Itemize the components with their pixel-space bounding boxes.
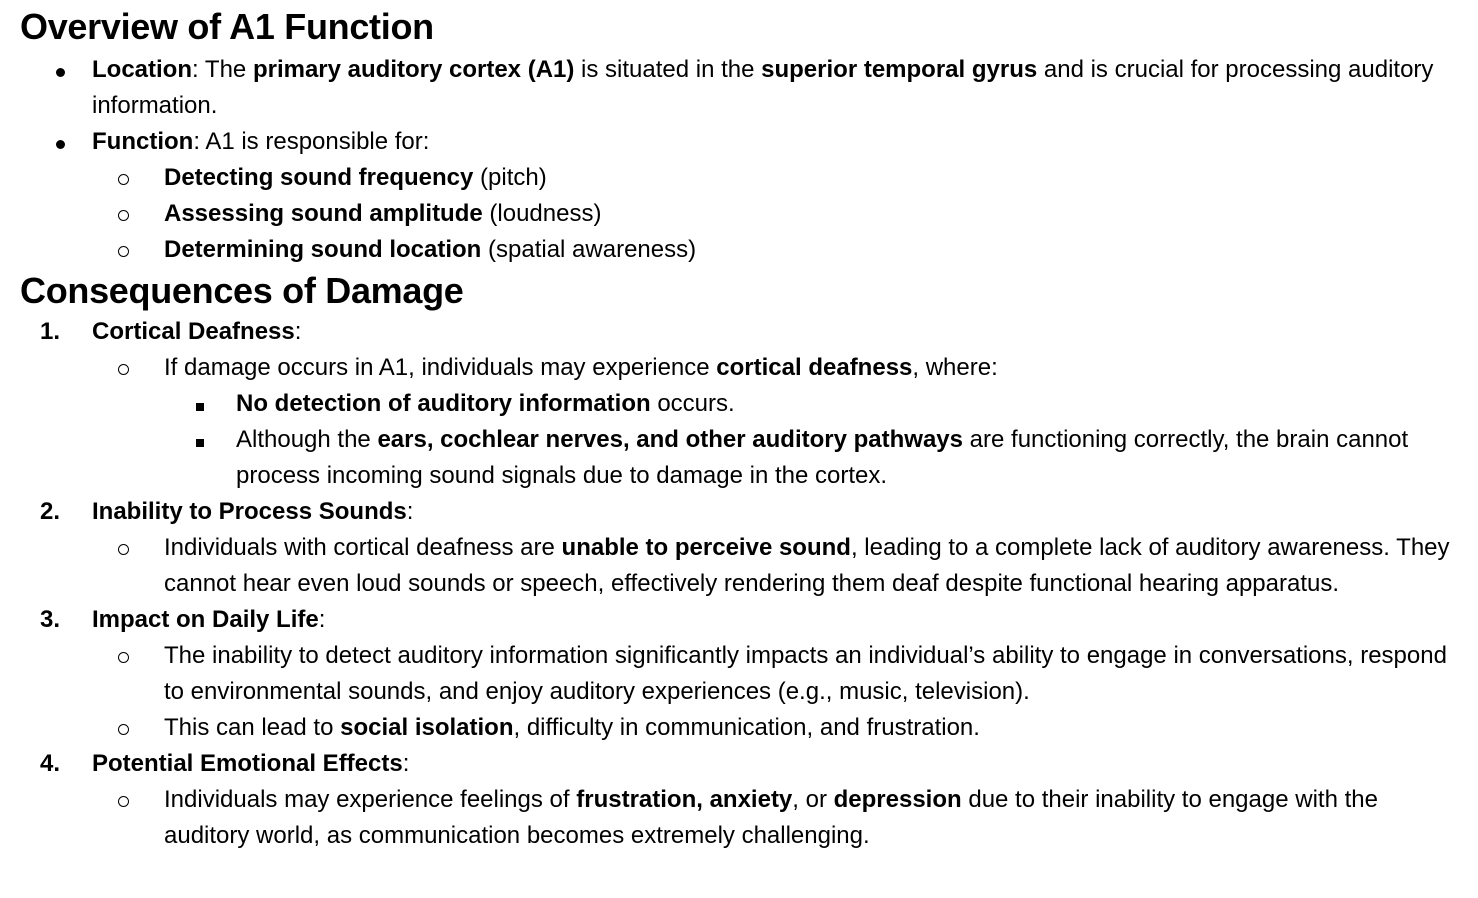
bullet-circle-icon — [118, 530, 129, 566]
bullet-circle-icon — [118, 638, 129, 674]
numbered-item-1: 1. Cortical Deafness: — [20, 314, 1460, 350]
bullet-circle-icon — [118, 196, 129, 232]
bullet-disc-icon — [40, 124, 65, 160]
list-item: This can lead to social isolation, difficulty in communication, and frustration. — [20, 710, 1460, 746]
bullet-square-icon — [196, 386, 204, 422]
list-item: The inability to detect auditory information significantly impacts an individual’s ability to engage in conversations, respond to environmental sounds, and enjoy auditory experiences (e.g., music, television). — [20, 638, 1460, 710]
bullet-square-icon — [196, 422, 204, 458]
list-item: Individuals may experience feelings of frustration, anxiety, or depression due to their inability to engage with the auditory world, as communication becomes extremely challenging. — [20, 782, 1460, 854]
location-label: Location — [92, 56, 192, 83]
list-item: If damage occurs in A1, individuals may experience cortical deafness, where: — [20, 350, 1460, 386]
list-item-frequency: Detecting sound frequency (pitch) — [20, 160, 1460, 196]
list-number: 1. — [40, 318, 61, 345]
list-item-location — [20, 52, 1460, 124]
bullet-circle-icon — [118, 710, 129, 746]
list-number: 3. — [40, 606, 61, 633]
list-item-location-sound: Determining sound location (spatial awareness) — [20, 232, 1460, 268]
function-text: Function: A1 is responsible for: — [92, 128, 430, 155]
numbered-item-3: 3. Impact on Daily Life: — [20, 602, 1460, 638]
list-item-function — [20, 124, 1460, 160]
bullet-circle-icon — [118, 350, 129, 386]
list-number: 2. — [40, 498, 61, 525]
bullet-circle-icon — [118, 232, 129, 268]
consequences-heading: Consequences of Damage — [20, 270, 464, 311]
list-item: No detection of auditory information occurs. — [20, 386, 1460, 422]
list-number: 4. — [40, 750, 61, 777]
list-item: Individuals with cortical deafness are unable to perceive sound, leading to a complete lack of auditory awareness. They cannot hear even loud sounds or speech, effectively rendering them deaf despite functional hearing apparatus. — [20, 530, 1460, 602]
document-body — [20, 0, 1460, 854]
list-item-amplitude: Assessing sound amplitude (loudness) — [20, 196, 1460, 232]
function-label: Function — [92, 128, 194, 155]
bullet-circle-icon — [118, 782, 129, 818]
bullet-circle-icon — [118, 160, 129, 196]
overview-heading: Overview of A1 Function — [20, 6, 434, 47]
numbered-item-2: 2. Inability to Process Sounds: — [20, 494, 1460, 530]
bullet-disc-icon — [40, 52, 65, 88]
numbered-item-4: 4. Potential Emotional Effects: — [20, 746, 1460, 782]
list-item: Although the ears, cochlear nerves, and other auditory pathways are functioning correctly, the brain cannot process incoming sound signals due to damage in the cortex. — [20, 422, 1460, 494]
location-text: Location: The primary auditory cortex (A1) is situated in the superior temporal gyrus and is crucial for processing auditory information. — [92, 56, 1434, 119]
